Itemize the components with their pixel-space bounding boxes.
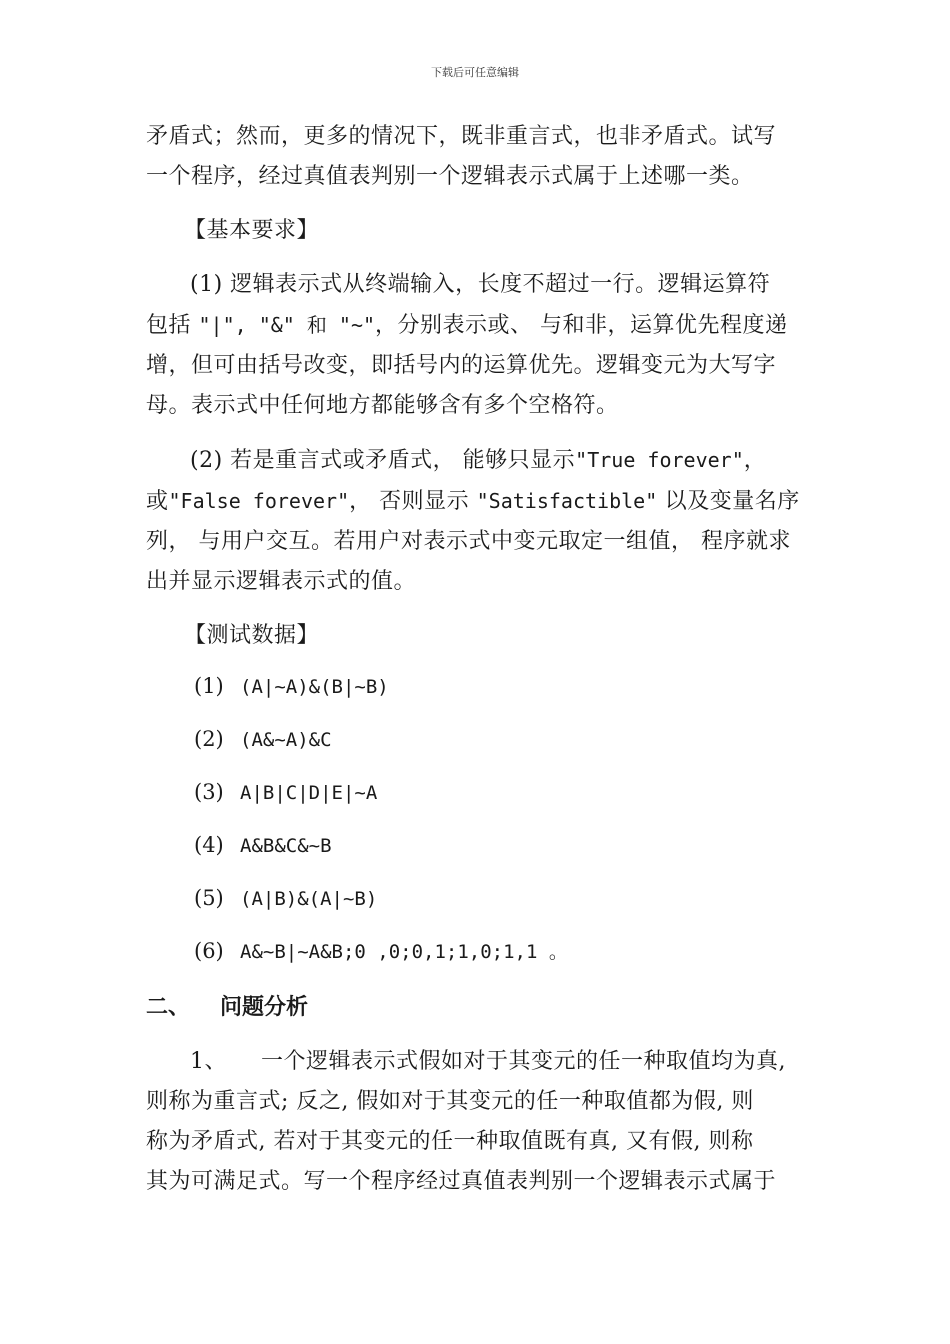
test-number: (5): [194, 886, 224, 910]
test-number: (6): [194, 939, 224, 963]
req1-text: ，分别表示或、 与和非，运算优先程度递: [375, 313, 788, 338]
test-number: (3): [194, 780, 224, 804]
req1-line-3: 增，但可由括号改变，即括号内的运算优先。逻辑变元为大写字: [146, 353, 777, 378]
analysis-line-2: 则称为重言式; 反之, 假如对于其变元的任一种取值都为假, 则: [146, 1089, 754, 1114]
req2-line-4: 出并显示逻辑表示式的值。: [146, 569, 417, 594]
document-body: [146, 117, 810, 1202]
intro-line-1: 矛盾式；然而，更多的情况下，既非重言式，也非矛盾式。试写: [146, 124, 777, 149]
req2-text: 或: [146, 489, 169, 514]
req1-line-1: (1) 逻辑表示式从终端输入，长度不超过一行。逻辑运算符: [190, 272, 771, 297]
section-number: 二、: [146, 995, 191, 1020]
requirement-item-2: [146, 440, 810, 602]
test-item: [194, 935, 810, 968]
test-item: [194, 723, 810, 756]
true-forever-text: "True forever": [575, 448, 744, 472]
analysis-text: 一个逻辑表示式假如对于其变元的任一种取值均为真,: [261, 1049, 786, 1074]
section-title: 问题分析: [220, 995, 309, 1020]
test-expression: (A|~A)&(B|~B): [240, 676, 389, 698]
false-forever-text: "False forever": [168, 489, 350, 513]
test-number: (4): [194, 833, 224, 857]
req2-text: 以及变量名序: [657, 489, 800, 514]
req2-line-2: [146, 481, 810, 522]
requirement-item-1: [146, 265, 810, 426]
req1-line-2: [146, 305, 810, 346]
test-item: [194, 776, 810, 809]
test-expression: A|B|C|D|E|~A: [240, 782, 378, 804]
test-expression: A&B&C&~B: [240, 835, 332, 857]
test-data-heading: 【测试数据】: [184, 623, 320, 648]
test-expression: (A&~A)&C: [240, 729, 332, 751]
basic-requirements-heading: 【基本要求】: [184, 218, 320, 243]
analysis-paragraph: [146, 1042, 810, 1202]
satisfactible-text: "Satisfactible": [476, 489, 658, 513]
req1-line-4: 母。表示式中任何地方都能够含有多个空格符。: [146, 393, 619, 418]
test-data-list: [146, 670, 810, 968]
page-header: 下载后可任意编辑: [431, 66, 519, 79]
test-expression: (A|B)&(A|~B): [240, 888, 378, 910]
test-number: (1): [194, 674, 224, 698]
req2-line-1: [146, 440, 810, 481]
test-expression: A&~B|~A&B;0 ,0;0,1;1,0;1,1 。: [240, 941, 568, 963]
intro-line-2: 一个程序，经过真值表判别一个逻辑表示式属于上述哪一类。: [146, 164, 754, 189]
section-heading: [146, 988, 810, 1028]
test-number: (2): [194, 727, 224, 751]
test-item: [194, 882, 810, 915]
test-item: [194, 829, 810, 862]
test-item: [194, 670, 810, 703]
req2-line-3: 列， 与用户交互。若用户对表示式中变元取定一组值， 程序就求: [146, 529, 791, 554]
analysis-line-3: 称为矛盾式, 若对于其变元的任一种取值既有真, 又有假, 则称: [146, 1129, 754, 1154]
analysis-line-1: [146, 1042, 810, 1082]
req2-text: ， 否则显示: [349, 489, 477, 514]
req2-text: (2) 若是重言式或矛盾式， 能够只显示: [190, 448, 576, 473]
analysis-line-4: 其为可满足式。写一个程序经过真值表判别一个逻辑表示式属于: [146, 1169, 777, 1194]
req2-text: ，: [743, 448, 767, 473]
operator-list: "|", "&" 和 "~": [198, 313, 376, 337]
req1-text: 包括: [146, 313, 199, 338]
analysis-number: 1、: [190, 1049, 227, 1074]
